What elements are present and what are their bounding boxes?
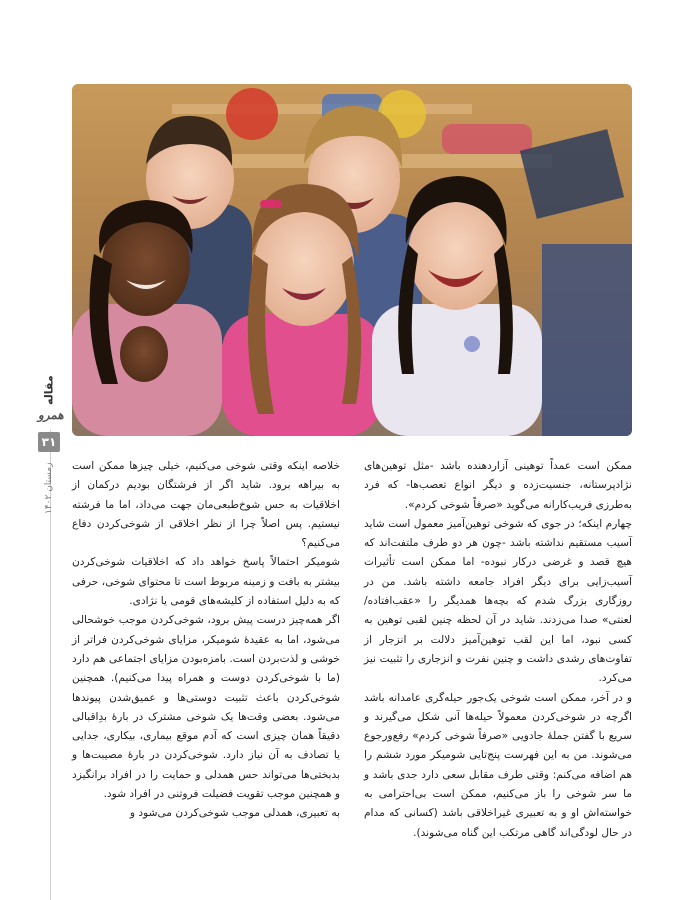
page-number: ۳۱ bbox=[38, 432, 60, 452]
magazine-logo: همرو bbox=[38, 408, 64, 422]
article-photo bbox=[72, 84, 632, 436]
paragraph: به تعبیری، همدلی موجب شوخی‌کردن می‌شود و bbox=[129, 807, 340, 820]
paragraph: اگر همه‌چیز درست پیش برود، شوخی‌کردن موجب خوشحالی می‌شود، اما به عقیدهٔ شومیکر، مزایای شوخی‌کردن فراتر از خوشی و لذت‌بردن است. بامزه‌بودن مزایای اجتماعی هم دارد (ما با شوخی‌کردن دوست و همراه پیدا می‌کنیم). همچنین شوخی‌کردن باعث تثبیت دوستی‌ها و عمیق‌شدن پیوندها می‌شود. بعضی وقت‌ها یک شوخی مشترک در بارهٔ بدِاقبالی دقیقاً همان چیزی است که آدم موقع بیماری، بیکاری، جدایی یا تصادف به آن نیاز دارد. شوخی‌کردن در بارهٔ مصیبت‌ها و بدبختی‌ها می‌تواند حس همدلی و حمایت را در افراد برانگیزد و همچنین موجب تقویت فضیلت فروتنی در افراد شود. bbox=[72, 614, 340, 801]
paragraph: شومیکر احتمالاً پاسخ خواهد داد که اخلاقیات شوخی‌کردن بیشتر به بافت و زمینه مربوط است تا محتوای شوخی، حرفی که به دلیل استفاده از کلیشه‌های قومی یا نژادی. bbox=[72, 556, 340, 608]
section-label: مقاله bbox=[42, 375, 56, 405]
paragraph: ممکن است عمداً توهینی آزاردهنده باشد -مثل توهین‌های نژادپرستانه، جنسیت‌زده و دیگر انواع تعصب‌ها- که فرد به‌طرزی فریب‌کارانه می‌گوید «صرفاً شوخی کردم». bbox=[364, 460, 632, 511]
article-column-left bbox=[72, 457, 340, 824]
paragraph: و در آخر، ممکن است شوخی یک‌جور حیله‌گری عامدانه باشد اگرچه در شوخی‌کردن معمولاً حیله‌ها آنی شکل می‌گیرند و سریع با گفتن جملهٔ جادویی «صرفاً شوخی کردم» رفع‌ورجوع می‌شوند. من به این فهرست پنج‌تایی شومیکر مورد ششم را هم اضافه می‌کنم: وقتی طرف مقابل سعی دارد جدی باشد و ما سر شوخی را باز می‌کنیم، ممکن است بی‌احترامی به خواسته‌اش او و به تعبیری غیراخلاقی باشد (کسانی که مدام در حال لودگی‌اند گاهی مرتکب این گناه می‌شوند). bbox=[364, 691, 632, 839]
paragraph: چهارم اینکه؛ در جوی که شوخی توهین‌آمیز معمول است شاید آسیب مستقیم نداشته باشد -چون هر دو طرف ملتفت‌اند که هیچ قصد و غرضی درکار نبوده- اما ممکن است تأثیرات آسیب‌زایی برای دیگر افراد جامعه داشته باشد. من در روزگاری بزرگ شدم که بچه‌ها همدیگر را «عقب‌افتاده/ لعنتی» صدا می‌زدند. شاید در آن لحظه چنین لقبی توهین به کسی نبود، اما این لقب توهین‌آمیز دلالت بر انزجار از تفاوت‌های رشدی داشت و چنین نفرت و انزجاری را تثبیت نیز می‌کرد. bbox=[364, 517, 632, 685]
article-column-right bbox=[364, 457, 632, 843]
children-laughing-photo-icon bbox=[72, 84, 632, 436]
paragraph: خلاصه اینکه وقتی شوخی می‌کنیم، خیلی چیزها ممکن است به بیراهه برود. شاید اگر از فرشتگان بودیم درکمان از اخلاقیات به حس شوخ‌طبعی‌مان جهت می‌داد، اما ما فرشته نیستیم. پس اصلاً چرا از نظر اخلاقی از شوخی‌کردن دفاع می‌کنیم؟ bbox=[72, 460, 340, 550]
issue-date: زمستان ۱۴۰۲ bbox=[44, 462, 54, 514]
